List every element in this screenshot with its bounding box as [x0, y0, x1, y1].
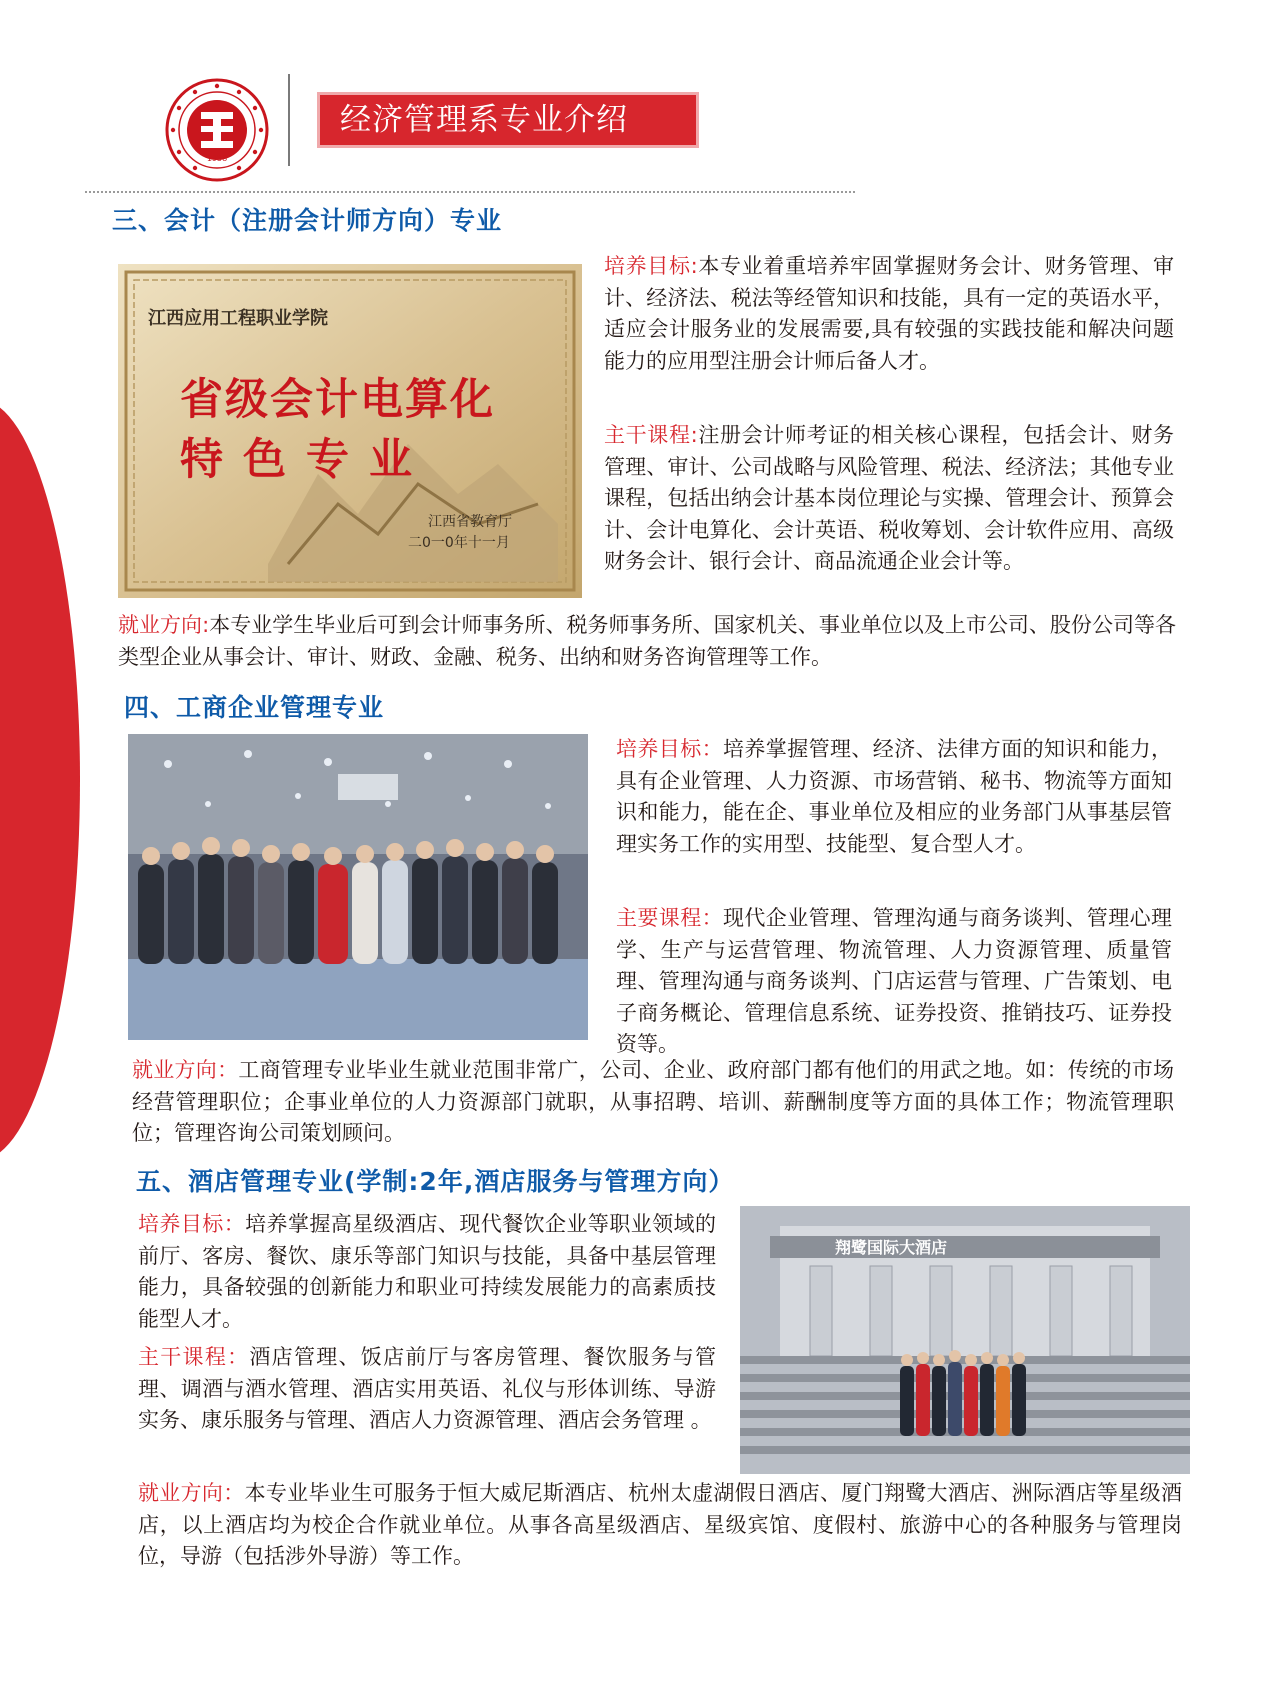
hotel-goal-text: 培养掌握高星级酒店、现代餐饮企业等职业领域的前厅、客房、餐饮、康乐等部门知识与技能，具备中基层管理能力，具备较强的创新能力和职业可持续发展能力的高素质技能型人才。	[138, 1212, 717, 1331]
business-goal-label: 培养目标：	[616, 737, 723, 761]
business-goal-text: 培养掌握管理、经济、法律方面的知识和能力，具有企业管理、人力资源、市场营销、秘书、物流等方面知识和能力，能在企、事业单位及相应的业务部门从事基层管理实务工作的实用型、技能型、复合型人才。	[616, 737, 1172, 856]
accounting-goal-text: 本专业着重培养牢固掌握财务会计、财务管理、审计、经济法、税法等经管知识和技能，具有一定的英语水平，适应会计服务业的发展需要,具有较强的实践技能和解决问题能力的应用型注册会计师后备人才。	[604, 254, 1175, 373]
section-business-title: 四、工商企业管理专业	[124, 693, 385, 722]
plaque-photo	[118, 264, 582, 598]
plaque-issuer: 江西省教育厅	[428, 514, 512, 530]
accounting-goal-label: 培养目标:	[604, 254, 698, 278]
accounting-job-text: 本专业学生毕业后可到会计师事务所、税务师事务所、国家机关、事业单位以及上市公司、股份公司等各类型企业从事会计、审计、财政、金融、税务、出纳和财务咨询管理等工作。	[118, 613, 1177, 669]
logo-year: 1958	[206, 154, 228, 163]
plaque-line1: 省级会计电算化	[180, 375, 495, 425]
accounting-jobs	[118, 610, 1176, 673]
accounting-course-text: 注册会计师考证的相关核心课程，包括会计、财务管理、审计、公司战略与风险管理、税法、经济法；其他专业课程，包括出纳会计基本岗位理论与实操、管理会计、预算会计、会计电算化、会计英语、税收筹划、会计软件应用、高级财务会计、银行会计、商品流通企业会计等。	[604, 423, 1175, 573]
header-divider	[288, 74, 290, 166]
hotel-course-text: 酒店管理、饭店前厅与客房管理、餐饮服务与管理、调酒与酒水管理、酒店实用英语、礼仪与形体训练、导游实务、康乐服务与管理、酒店人力资源管理、酒店会务管理 。	[138, 1345, 717, 1432]
dotted-separator	[85, 191, 855, 193]
decorative-red-arc	[0, 400, 80, 1160]
section-hotel-title: 五、酒店管理专业(学制:2年,酒店服务与管理方向）	[136, 1167, 735, 1196]
accounting-courses	[604, 420, 1174, 578]
business-goal	[616, 734, 1172, 860]
business-group-photo	[128, 734, 588, 1040]
hotel-sign: 翔鹭国际大酒店	[835, 1238, 948, 1257]
section-accounting-title: 三、会计（注册会计师方向）专业	[112, 206, 503, 235]
hotel-course-label: 主干课程：	[138, 1345, 250, 1369]
business-course-text: 现代企业管理、管理沟通与商务谈判、管理心理学、生产与运营管理、物流管理、人力资源管理、质量管理、管理沟通与商务谈判、门店运营与管理、广告策划、电子商务概论、管理信息系统、证券投资、推销技巧、证券投资等。	[616, 906, 1172, 1056]
page-title: 经济管理系专业介绍	[320, 95, 696, 145]
hotel-job-text: 本专业毕业生可服务于恒大威尼斯酒店、杭州太虚湖假日酒店、厦门翔鹭大酒店、洲际酒店等星级酒店，以上酒店均为校企合作就业单位。从事各高星级酒店、星级宾馆、度假村、旅游中心的各种服务与管理岗位，导游（包括涉外导游）等工作。	[138, 1481, 1182, 1568]
hotel-job-label: 就业方向：	[138, 1481, 245, 1505]
plaque-school: 江西应用工程职业学院	[148, 308, 328, 329]
accounting-course-label: 主干课程:	[604, 423, 698, 447]
college-logo	[165, 78, 269, 182]
business-job-text: 工商管理专业毕业生就业范围非常广，公司、企业、政府部门都有他们的用武之地。如：传统的市场经营管理职位；企事业单位的人力资源部门就职，从事招聘、培训、薪酬制度等方面的具体工作；物流管理职位；管理咨询公司策划顾问。	[132, 1058, 1175, 1145]
plaque-line2: 特色专业	[180, 435, 432, 485]
accounting-job-label: 就业方向:	[118, 613, 210, 637]
accounting-goal	[604, 251, 1174, 377]
hotel-jobs	[138, 1478, 1182, 1573]
hotel-group-photo	[740, 1206, 1190, 1474]
hotel-courses	[138, 1342, 716, 1437]
business-jobs	[132, 1055, 1174, 1150]
plaque-date: 二0一0年十一月	[408, 535, 510, 551]
business-courses	[616, 903, 1172, 1061]
business-course-label: 主要课程：	[616, 906, 723, 930]
hotel-goal-label: 培养目标：	[138, 1212, 246, 1236]
business-job-label: 就业方向：	[132, 1058, 239, 1082]
hotel-goal	[138, 1209, 716, 1335]
